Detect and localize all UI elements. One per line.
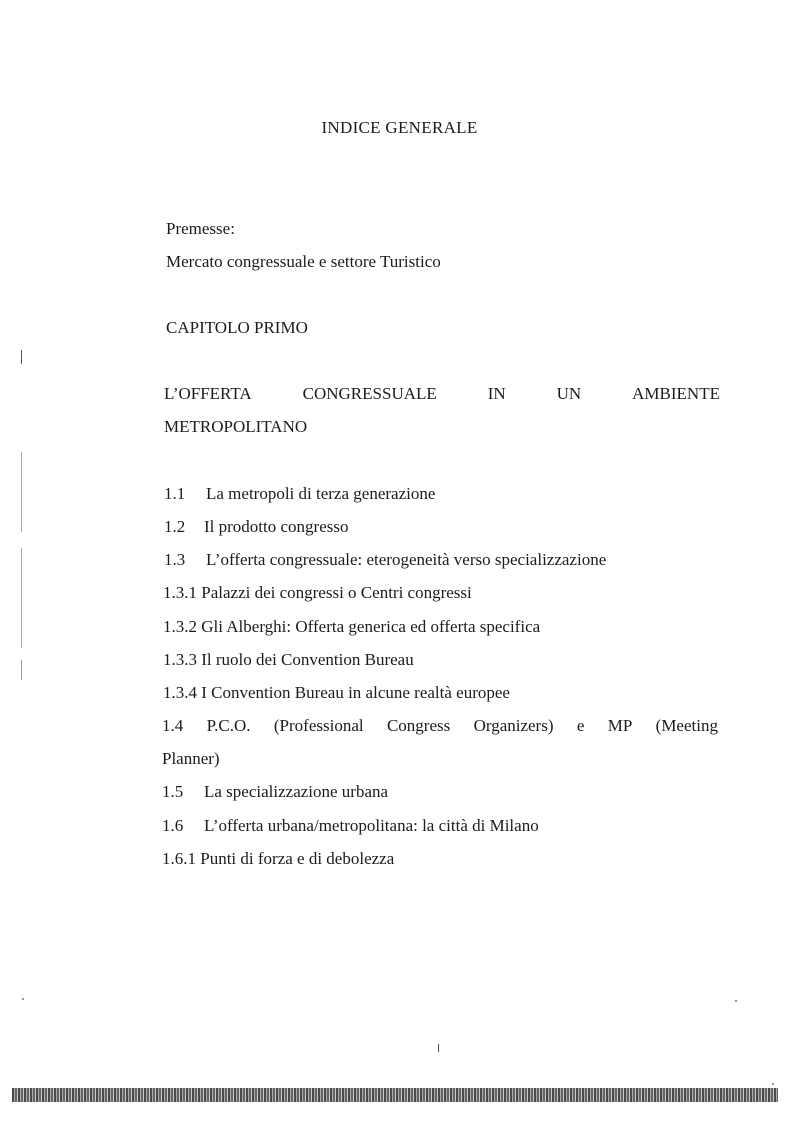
- toc-text: L’offerta urbana/metropolitana: la città di Milano: [204, 816, 539, 835]
- toc-entry: [163, 617, 540, 637]
- toc-number: 1.3.3: [163, 650, 197, 669]
- toc-number: 1.6.1: [162, 849, 196, 868]
- toc-number: 1.5: [162, 782, 184, 801]
- toc-entry: [162, 816, 539, 836]
- toc-number: 1.3.4: [163, 683, 197, 702]
- toc-number: 1.3.1: [163, 583, 197, 602]
- toc-entry: [163, 583, 472, 603]
- toc-text: Il ruolo dei Convention Bureau: [201, 650, 414, 669]
- toc-word: e: [576, 716, 585, 735]
- toc-text: Il prodotto congresso: [204, 517, 349, 536]
- toc-entry: [162, 782, 388, 802]
- toc-text: La metropoli di terza generazione: [206, 484, 436, 503]
- toc-entry: [162, 849, 394, 869]
- toc-entry-justified: [162, 716, 718, 736]
- toc-number: 1.2: [164, 517, 186, 536]
- toc-word: Congress: [386, 716, 451, 735]
- toc-number: 1.4: [162, 716, 184, 735]
- toc-number: 1.3: [164, 550, 186, 569]
- chapter-heading-word: CONGRESSUALE: [302, 384, 437, 403]
- scan-margin-mark: [21, 350, 22, 364]
- chapter-heading-word: AMBIENTE: [632, 384, 720, 403]
- chapter-heading-line2: METROPOLITANO: [164, 417, 308, 436]
- toc-text: I Convention Bureau in alcune realtà europee: [201, 683, 510, 702]
- scan-mark: [438, 1044, 439, 1052]
- toc-text: Palazzi dei congressi o Centri congressi: [201, 583, 472, 602]
- scan-margin-mark: [21, 660, 22, 680]
- toc-word: Organizers): [473, 716, 554, 735]
- scan-speck: [735, 1000, 737, 1002]
- toc-entry: [164, 517, 348, 537]
- premesse-subtitle: Mercato congressuale e settore Turistico: [166, 252, 441, 271]
- toc-entry: [163, 650, 414, 670]
- toc-entry: [163, 683, 510, 703]
- toc-text: L’offerta congressuale: eterogeneità verso specializzazione: [206, 550, 607, 569]
- page-title: INDICE GENERALE: [321, 118, 478, 137]
- toc-word: MP: [607, 716, 633, 735]
- toc-word: P.C.O.: [206, 716, 251, 735]
- toc-text: Gli Alberghi: Offerta generica ed offerta specifica: [201, 617, 541, 636]
- scan-speck: [772, 1083, 774, 1085]
- chapter-label: CAPITOLO PRIMO: [166, 318, 308, 337]
- toc-number: 1.3.2: [163, 617, 197, 636]
- toc-word: (Meeting: [655, 716, 718, 735]
- chapter-heading-line1: [164, 384, 720, 404]
- toc-entry: [164, 550, 606, 570]
- toc-word: (Professional: [273, 716, 364, 735]
- chapter-heading-word: UN: [556, 384, 582, 403]
- toc-number: 1.6: [162, 816, 184, 835]
- toc-text: La specializzazione urbana: [204, 782, 389, 801]
- toc-entry: [164, 484, 435, 504]
- toc-entry-line2: Planner): [162, 749, 220, 768]
- chapter-heading-word: L’OFFERTA: [164, 384, 252, 403]
- scan-speck: [22, 998, 24, 1000]
- toc-number: 1.1: [164, 484, 186, 503]
- premesse-heading: Premesse:: [166, 219, 235, 238]
- scan-margin-mark: [21, 452, 22, 532]
- scan-edge-strip: [12, 1088, 778, 1102]
- scan-margin-mark: [21, 548, 22, 648]
- toc-text: Punti di forza e di debolezza: [200, 849, 395, 868]
- chapter-heading-word: IN: [487, 384, 506, 403]
